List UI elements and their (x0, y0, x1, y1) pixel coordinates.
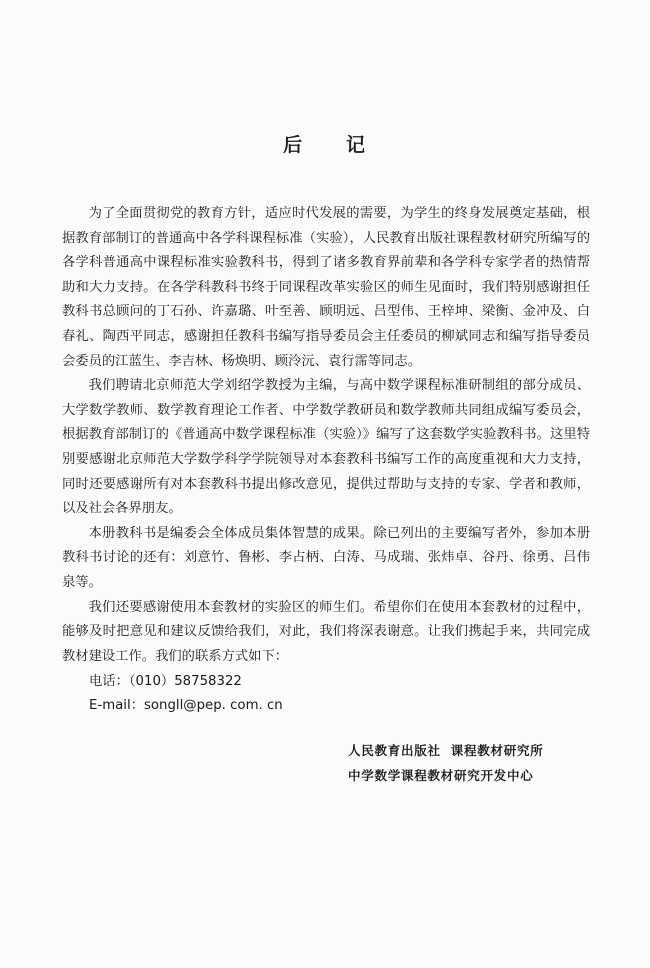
signature-line-1 (348, 741, 544, 759)
afterword-body (62, 202, 590, 669)
contact-phone: 电话：（010）58758322 (89, 674, 242, 689)
title-char-1: 后 (283, 134, 304, 156)
signature-institute: 课程教材研究所 (450, 743, 544, 758)
title-char-2: 记 (346, 134, 367, 156)
paragraph-2: 我们聘请北京师范大学刘绍学教授为主编，与高中数学课程标准研制组的部分成员、大学数学教师、数学教育理论工作者、中学数学教研员和数学教师共同组成编写委员会，根据教育部制订的《普通高中数学课程标准（实验）》编写了这套数学实验教科书。这里特别要感谢北京师范大学数学科学学院领导对本套教科书编写工作的高度重视和大力支持，同时还要感谢所有对本套教科书提出修改意见，提供过帮助与支持的专家、学者和教师，以及社会各界朋友。 (62, 378, 590, 517)
page-title (0, 130, 650, 157)
paragraph-1: 为了全面贯彻党的教育方针，适应时代发展的需要，为学生的终身发展奠定基础，根据教育部制订的普通高中各学科课程标准（实验），人民教育出版社课程教材研究所编写的各学科普通高中课程标准实验教科书，得到了诸多教育界前辈和各学科专家学者的热情帮助和大力支持。在各学科教科书终于同课程改革实验区的师生见面时，我们特别感谢担任教科书总顾问的丁石孙、许嘉璐、叶至善、顾明远、吕型伟、王梓坤、梁衡、金冲及、白春礼、陶西平同志，感谢担任教科书编写指导委员会主任委员的柳斌同志和编写指导委员会委员的江蓝生、李吉林、杨焕明、顾泠沅、袁行霈等同志。 (62, 206, 590, 369)
signature-publisher: 人民教育出版社 (348, 743, 441, 758)
signature-center: 中学数学课程教材研究开发中心 (348, 768, 534, 783)
paragraph-3: 本册教科书是编委会全体成员集体智慧的成果。除已列出的主要编写者外，参加本册教科书讨论的还有：刘意竹、鲁彬、李占柄、白涛、马成瑞、张炜卓、谷丹、徐勇、吕伟泉等。 (62, 525, 590, 590)
contact-email: E-mail：songll@pep. com. cn (89, 698, 283, 713)
paragraph-4: 我们还要感谢使用本套教材的实验区的师生们。希望你们在使用本套教材的过程中，能够及时把意见和建议反馈给我们，对此，我们将深表谢意。让我们携起手来，共同完成教材建设工作。我们的联系方式如下： (62, 599, 590, 664)
